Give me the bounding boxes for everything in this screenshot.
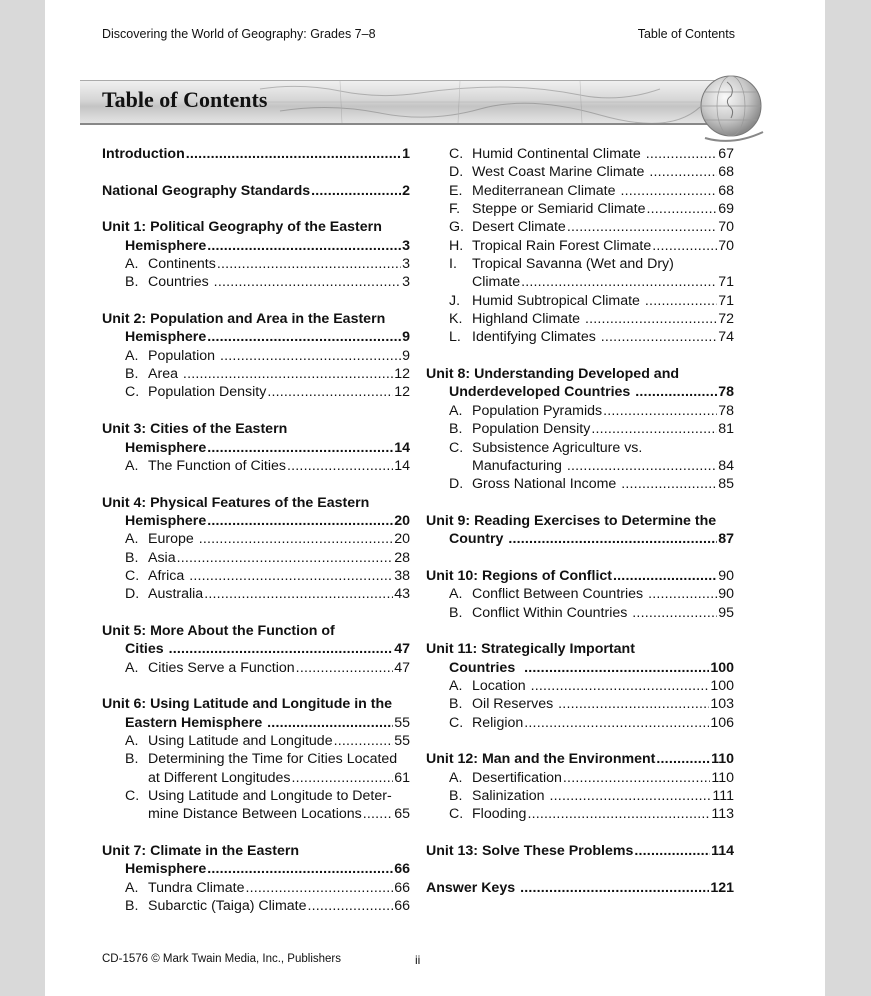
unit-heading-line: Unit 1: Political Geography of the Eastern (102, 219, 382, 236)
page-number: 69 (718, 201, 734, 218)
unit-heading-line: Unit 5: More About the Function of (102, 622, 335, 639)
spacer (426, 732, 734, 750)
page-number: 100 (710, 677, 734, 694)
entry-title: Unit 12: Man and the Environment (426, 751, 656, 768)
dot-leader (652, 237, 717, 255)
toc-subentry (102, 732, 410, 750)
entry-title: Mediterranean Climate (472, 182, 620, 199)
dot-leader (603, 402, 717, 420)
page-number: 43 (394, 586, 410, 603)
page-number: 111 (712, 788, 734, 805)
footer-page-number: ii (415, 953, 421, 967)
dot-leader (591, 420, 717, 438)
page-number: 90 (718, 586, 734, 603)
dot-leader (634, 842, 710, 860)
entry-title: Conflict Within Countries (472, 604, 632, 621)
unit-heading-line: Unit 7: Climate in the Eastern (102, 843, 300, 860)
dot-leader (207, 237, 401, 255)
page-number: 66 (394, 879, 410, 896)
spacer (102, 677, 410, 695)
spacer (102, 200, 410, 218)
toc-subentry (426, 273, 734, 291)
subsection-letter: E. (449, 182, 463, 199)
page-number: 85 (718, 476, 734, 493)
toc-subentry (426, 787, 734, 805)
entry-title: Asia (148, 549, 176, 566)
page-number: 68 (718, 164, 734, 181)
toc-subentry (102, 585, 410, 603)
page-number: 84 (718, 457, 734, 474)
spacer (426, 549, 734, 567)
toc-subentry (102, 383, 410, 401)
toc-subentry (102, 273, 410, 291)
page-number: 100 (710, 659, 734, 676)
dot-leader (186, 145, 401, 163)
page-number: 9 (402, 329, 410, 346)
entry-title: Eastern Hemisphere (125, 714, 267, 731)
page-number: 3 (402, 237, 410, 254)
subsection-letter: C. (125, 788, 140, 805)
dot-leader (635, 383, 717, 401)
toc-entry (102, 328, 410, 346)
entry-title: Tundra Climate (148, 879, 245, 896)
subsection-letter: A. (449, 402, 463, 419)
page-number: 72 (718, 311, 734, 328)
subsection-text: Tropical Savanna (Wet and Dry) (472, 256, 674, 273)
dot-leader (189, 567, 393, 585)
entry-title: Identifying Climates (472, 329, 600, 346)
dot-leader (524, 714, 709, 732)
unit-heading-line: Unit 2: Population and Area in the Eastern (102, 311, 386, 328)
entry-title: Africa (148, 567, 189, 584)
page-number: 68 (718, 182, 734, 199)
page-number: 114 (711, 843, 734, 860)
page-number: 3 (402, 256, 410, 273)
toc-subentry (426, 420, 734, 438)
dot-leader (217, 255, 401, 273)
dot-leader (292, 769, 394, 787)
toc-subentry (426, 145, 734, 163)
page-number: 28 (394, 549, 410, 566)
unit-heading-line: Unit 11: Strategically Important (426, 641, 635, 658)
entry-title: Highland Climate (472, 311, 584, 328)
page-number: 47 (394, 659, 410, 676)
subsection-line (102, 787, 410, 805)
dot-leader (214, 273, 401, 291)
toc-entry (426, 750, 734, 768)
toc-entry (426, 383, 734, 401)
subsection-letter: A. (449, 769, 463, 786)
toc-subentry (426, 182, 734, 200)
spacer (102, 475, 410, 493)
dot-leader (558, 695, 709, 713)
dot-leader (620, 182, 717, 200)
subsection-letter: B. (125, 549, 139, 566)
dot-leader (646, 145, 718, 163)
entry-title: Population (148, 347, 219, 364)
unit-heading-line: Unit 3: Cities of the Eastern (102, 421, 288, 438)
entry-title: Desertification (472, 769, 562, 786)
toc-subentry (102, 659, 410, 677)
entry-title: Hemisphere (125, 237, 207, 254)
toc-entry (102, 512, 410, 530)
page-number: 55 (394, 733, 410, 749)
page-number: 1 (402, 146, 410, 162)
entry-title: Tropical Rain Forest Climate (472, 237, 652, 254)
dot-leader (646, 200, 717, 218)
toc-subentry (426, 714, 734, 732)
dot-leader (183, 365, 393, 383)
spacer (426, 347, 734, 365)
entry-title: Population Pyramids (472, 402, 603, 419)
toc-subentry (102, 769, 410, 787)
running-header-section: Table of Contents (637, 27, 735, 41)
subsection-letter: C. (125, 384, 140, 401)
subsection-letter: B. (449, 696, 463, 713)
entry-title: Desert Climate (472, 219, 566, 236)
subsection-letter: A. (125, 733, 139, 749)
spacer (426, 824, 734, 842)
page-number: 90 (718, 567, 734, 584)
spacer (102, 402, 410, 420)
subsection-letter: A. (449, 677, 463, 694)
page-number: 14 (394, 439, 410, 456)
entry-title: Answer Keys (426, 879, 520, 896)
page-number: 66 (394, 861, 410, 878)
dot-leader (220, 347, 401, 365)
entry-title: The Function of Cities (148, 457, 286, 474)
subsection-letter: B. (125, 751, 139, 768)
dot-leader (169, 640, 394, 658)
page-number: 20 (394, 512, 410, 529)
toc-subentry (426, 695, 734, 713)
dot-leader (613, 567, 717, 585)
toc-subentry (426, 292, 734, 310)
entry-title: Hemisphere (125, 512, 207, 529)
toc-subentry (102, 567, 410, 585)
page-number: 70 (718, 219, 734, 236)
subsection-letter: A. (125, 659, 139, 676)
dot-leader (307, 897, 393, 915)
entry-title: Population Density (148, 384, 267, 401)
toc-entry (102, 439, 410, 457)
entry-title: Steppe or Semiarid Climate (472, 201, 646, 218)
dot-leader (311, 182, 401, 200)
dot-leader (207, 328, 401, 346)
entry-title: Manufacturing (472, 457, 566, 474)
entry-title: Hemisphere (125, 439, 207, 456)
entry-title: Subarctic (Taiga) Climate (148, 898, 307, 915)
dot-leader (524, 659, 709, 677)
page-number: 66 (394, 898, 410, 915)
spacer (426, 494, 734, 512)
entry-title: National Geography Standards (102, 182, 311, 199)
subsection-letter: A. (125, 531, 139, 548)
toc-subentry (102, 530, 410, 548)
page-number: 74 (718, 329, 734, 346)
spacer (426, 622, 734, 640)
dot-leader (334, 732, 394, 750)
toc-entry (426, 567, 734, 585)
subsection-letter: D. (449, 164, 464, 181)
toc-subentry (426, 457, 734, 475)
page-number: 9 (402, 347, 410, 364)
dot-leader (567, 457, 717, 475)
page-number: 2 (402, 182, 410, 199)
page-number: 106 (710, 714, 734, 731)
toc-subentry (426, 237, 734, 255)
page-number: 12 (394, 384, 410, 401)
page-number: 78 (718, 402, 734, 419)
toc-subentry (102, 255, 410, 273)
entry-title: Underdeveloped Countries (449, 384, 635, 401)
unit-heading-line: Unit 6: Using Latitude and Longitude in the (102, 696, 393, 713)
entry-title: Europe (148, 531, 198, 548)
toc-entry (426, 659, 734, 677)
dot-leader (207, 860, 393, 878)
entry-title: Australia (148, 586, 204, 603)
subsection-text: Subsistence Agriculture vs. (472, 439, 643, 456)
subsection-letter: A. (125, 347, 139, 364)
toc-left-column (102, 145, 410, 915)
footer-publisher: CD-1576 © Mark Twain Media, Inc., Publishers (102, 953, 341, 965)
subsection-letter: H. (449, 237, 464, 254)
toc-entry (102, 714, 410, 732)
entry-title: Cities Serve a Function (148, 659, 295, 676)
spacer (102, 604, 410, 622)
page-title: Table of Contents (102, 87, 268, 112)
toc-entry (426, 879, 734, 897)
subsection-letter: C. (449, 714, 464, 731)
subsection-letter: C. (449, 806, 464, 823)
dot-leader (563, 769, 710, 787)
dot-leader (199, 530, 394, 548)
subsection-line (102, 750, 410, 768)
entry-title: Location (472, 677, 530, 694)
dot-leader (296, 659, 394, 677)
page-number: 78 (718, 384, 734, 401)
entry-title: West Coast Marine Climate (472, 164, 649, 181)
toc-subentry (102, 549, 410, 567)
entry-title: Unit 13: Solve These Problems (426, 843, 634, 860)
running-header-title: Discovering the World of Geography: Grades 7–8 (102, 27, 376, 41)
entry-title: Humid Continental Climate (472, 146, 645, 162)
spacer (102, 163, 410, 181)
toc-subentry (102, 805, 410, 823)
entry-title: Oil Reserves (472, 696, 558, 713)
entry-title: Using Latitude and Longitude (148, 733, 333, 749)
entry-title: Hemisphere (125, 861, 207, 878)
spacer (102, 824, 410, 842)
toc-entry (102, 640, 410, 658)
subsection-letter: A. (449, 586, 463, 603)
toc-subentry (102, 897, 410, 915)
entry-title: Population Density (472, 421, 591, 438)
subsection-letter: D. (449, 476, 464, 493)
entry-title: Religion (472, 714, 524, 731)
subsection-letter: B. (125, 898, 139, 915)
dot-leader (363, 805, 393, 823)
subsection-letter: B. (125, 274, 139, 291)
toc-subentry (102, 457, 410, 475)
toc-subentry (102, 347, 410, 365)
spacer (102, 292, 410, 310)
subsection-letter: B. (449, 788, 463, 805)
document-page (45, 0, 825, 996)
page-number: 113 (711, 806, 734, 823)
dot-leader (521, 273, 717, 291)
toc-entry (102, 145, 410, 163)
toc-entry (426, 842, 734, 860)
toc-subentry (426, 402, 734, 420)
entry-title: at Different Longitudes (148, 769, 291, 786)
page-number: 61 (394, 769, 410, 786)
toc-entry (102, 860, 410, 878)
toc-subentry (426, 218, 734, 236)
dot-leader (245, 879, 393, 897)
toc-entry (426, 530, 734, 548)
dot-leader (267, 383, 393, 401)
page-number: 71 (718, 292, 734, 309)
page-number: 110 (711, 769, 734, 786)
toc-subentry (426, 677, 734, 695)
subsection-line (426, 255, 734, 273)
entry-title: Salinization (472, 788, 549, 805)
page-number: 55 (394, 714, 410, 731)
toc-subentry (426, 585, 734, 603)
dot-leader (204, 585, 393, 603)
dot-leader (520, 879, 709, 897)
dot-leader (601, 328, 717, 346)
dot-leader (508, 530, 717, 548)
subsection-text: Determining the Time for Cities Located (148, 751, 398, 768)
subsection-letter: A. (125, 879, 139, 896)
globe-icon (697, 72, 769, 144)
entry-title: Unit 10: Regions of Conflict (426, 567, 613, 584)
dot-leader (656, 750, 710, 768)
dot-leader (267, 714, 393, 732)
entry-title: Country (449, 531, 508, 548)
subsection-letter: B. (449, 421, 463, 438)
unit-heading-line: Unit 8: Understanding Developed and (426, 366, 680, 383)
entry-title: Gross National Income (472, 476, 621, 493)
subsection-letter: A. (125, 256, 139, 273)
page-number: 95 (718, 604, 734, 621)
subsection-letter: I. (449, 256, 457, 273)
subsection-text: Using Latitude and Longitude to Deter- (148, 788, 392, 805)
subsection-letter: G. (449, 219, 464, 236)
toc-subentry (426, 328, 734, 346)
entry-title: Climate (472, 274, 521, 291)
unit-heading-line: Unit 4: Physical Features of the Eastern (102, 494, 370, 511)
dot-leader (550, 787, 712, 805)
subsection-letter: C. (125, 567, 140, 584)
page-number: 67 (718, 146, 734, 162)
dot-leader (207, 512, 393, 530)
toc-right-column (426, 145, 734, 897)
dot-leader (621, 475, 717, 493)
toc-subentry (426, 475, 734, 493)
page-number: 110 (711, 751, 734, 768)
page-number: 65 (394, 806, 410, 823)
unit-heading-line: Unit 9: Reading Exercises to Determine the (426, 512, 717, 529)
page-number: 20 (394, 531, 410, 548)
page-number: 38 (394, 567, 410, 584)
subsection-letter: C. (449, 439, 464, 456)
page-number: 3 (402, 274, 410, 291)
toc-subentry (426, 163, 734, 181)
subsection-letter: C. (449, 146, 464, 162)
entry-title: Countries (148, 274, 213, 291)
subsection-letter: K. (449, 311, 463, 328)
page-number: 70 (718, 237, 734, 254)
dot-leader (287, 457, 393, 475)
toc-subentry (426, 604, 734, 622)
subsection-letter: A. (125, 457, 139, 474)
dot-leader (632, 604, 717, 622)
toc-entry (102, 182, 410, 200)
page-number: 12 (394, 366, 410, 383)
dot-leader (567, 218, 717, 236)
subsection-letter: B. (125, 366, 139, 383)
toc-subentry (426, 769, 734, 787)
subsection-letter: F. (449, 201, 461, 218)
dot-leader (645, 292, 717, 310)
subsection-line (426, 439, 734, 457)
toc-subentry (102, 365, 410, 383)
dot-leader (531, 677, 710, 695)
entry-title: Humid Subtropical Climate (472, 292, 644, 309)
dot-leader (648, 585, 717, 603)
dot-leader (207, 439, 393, 457)
page-number: 121 (710, 879, 734, 896)
toc-subentry (102, 879, 410, 897)
page-number: 14 (394, 457, 410, 474)
entry-title: Conflict Between Countries (472, 586, 648, 603)
entry-title: mine Distance Between Locations (148, 806, 362, 823)
page-number: 87 (718, 531, 734, 548)
page-number: 47 (394, 641, 410, 658)
dot-leader (177, 549, 394, 567)
entry-title: Area (148, 366, 182, 383)
dot-leader (585, 310, 717, 328)
page-number: 81 (718, 421, 734, 438)
entry-title: Cities (125, 641, 168, 658)
dot-leader (649, 163, 717, 181)
entry-title: Countries (449, 659, 524, 676)
page-number: 103 (710, 696, 734, 713)
entry-title: Continents (148, 256, 216, 273)
entry-title: Introduction (102, 146, 185, 162)
dot-leader (527, 805, 710, 823)
entry-title: Flooding (472, 806, 527, 823)
toc-entry (102, 237, 410, 255)
subsection-letter: D. (125, 586, 140, 603)
subsection-letter: J. (449, 292, 461, 309)
entry-title: Hemisphere (125, 329, 207, 346)
toc-subentry (426, 200, 734, 218)
subsection-letter: B. (449, 604, 463, 621)
spacer (426, 860, 734, 878)
toc-subentry (426, 310, 734, 328)
page-number: 71 (718, 274, 734, 291)
toc-subentry (426, 805, 734, 823)
subsection-letter: L. (449, 329, 461, 346)
